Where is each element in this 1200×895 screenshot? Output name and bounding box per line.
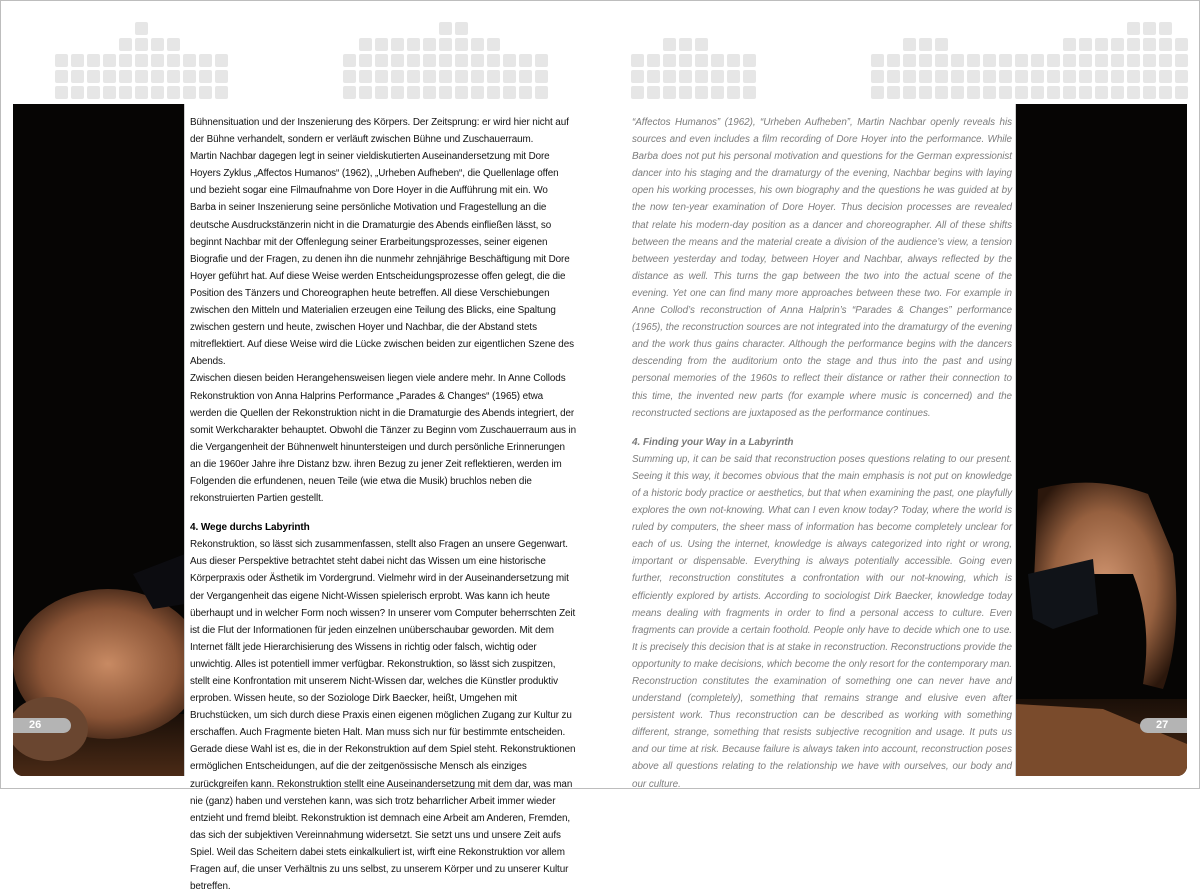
text-panel bbox=[184, 104, 1016, 893]
equalizer-block bbox=[711, 70, 724, 83]
equalizer-block bbox=[1127, 86, 1140, 99]
equalizer-block bbox=[1063, 70, 1076, 83]
equalizer-block bbox=[119, 70, 132, 83]
equalizer-block bbox=[647, 70, 660, 83]
german-paragraph-1: Bühnensituation und der Inszenierung des Körpers. Der Zeitsprung: er wird hier nicht auf der Bühne verhandelt, sondern er verläuft zwischen Bühne und Zuschauerraum. bbox=[190, 117, 569, 146]
equalizer-block bbox=[1095, 54, 1108, 67]
equalizer-block bbox=[935, 70, 948, 83]
equalizer-block bbox=[1031, 54, 1044, 67]
equalizer-block bbox=[1015, 54, 1028, 67]
german-paragraph-3: Zwischen diesen beiden Herangehensweisen liegen viele andere mehr. In Anne Collods Rekonstruktion von Anna Halprins Performance „Parades & Changes“ (1965) etwa werden die Quellen der Rekonstruktion nicht in die Dramaturgie des Abends integriert, der somit Werkcharakter behauptet. Obwohl die Tänzer zu Beginn vom Zuschauerraum aus in die Vergangenheit der Bühnenwelt hinuntersteigen und durch persönliche Erinnerungen an die 1960er Jahre ihre Distanz bzw. ihren Bezug zu jener Zeit reflektieren, werden im Folgenden die erfundenen, neuen Teile (wie etwa die Musik) bruchlos neben die rekonstruierten Partien gestellt. bbox=[190, 373, 576, 505]
equalizer-block bbox=[119, 86, 132, 99]
page-number-left: 26 bbox=[13, 718, 71, 733]
equalizer-block bbox=[951, 54, 964, 67]
german-section-heading: 4. Wege durchs Labyrinth bbox=[190, 522, 310, 534]
equalizer-block bbox=[887, 54, 900, 67]
equalizer-block bbox=[199, 70, 212, 83]
equalizer-block bbox=[1143, 22, 1156, 35]
equalizer-block bbox=[679, 38, 692, 51]
equalizer-block bbox=[1143, 38, 1156, 51]
equalizer-block bbox=[503, 86, 516, 99]
equalizer-block bbox=[375, 70, 388, 83]
equalizer-block bbox=[743, 54, 756, 67]
equalizer-block bbox=[87, 54, 100, 67]
equalizer-block bbox=[183, 54, 196, 67]
equalizer-block bbox=[151, 70, 164, 83]
equalizer-block bbox=[967, 54, 980, 67]
equalizer-block bbox=[743, 70, 756, 83]
equalizer-block bbox=[919, 70, 932, 83]
equalizer-block bbox=[487, 54, 500, 67]
equalizer-block bbox=[1143, 54, 1156, 67]
equalizer-block bbox=[1111, 70, 1124, 83]
equalizer-block bbox=[471, 70, 484, 83]
equalizer-block bbox=[1047, 70, 1060, 83]
equalizer-block bbox=[871, 86, 884, 99]
equalizer-block bbox=[455, 70, 468, 83]
equalizer-block bbox=[71, 54, 84, 67]
equalizer-block bbox=[455, 86, 468, 99]
equalizer-block bbox=[471, 54, 484, 67]
equalizer-block bbox=[631, 70, 644, 83]
equalizer-block bbox=[1159, 22, 1172, 35]
equalizer-block bbox=[695, 86, 708, 99]
english-paragraph-1: “Affectos Humanos” (1962), “Urheben Aufheben”, Martin Nachbar openly reveals his sources and even includes a film recording of Dore Hoyer into the performance. While Barba does not put his personal motivation and questions for the German expressionist dancer into his staging and the dramaturgy of the evening, Nachbar begins with laying open his working processes, his own biography and the questions he was guided at by the now ten-year examination of Dore Hoyer. Thus decision processes are revealed that relate his modern-day position as a dancer and choreographer. All of these shifts between the means and the material create a division of the audience’s view, a tension between yesterday and today, between Hoyer and Nachbar, always reflected by the distance as well. This turns the gap between the two into the actual scene of the evening. Yet one can find many more approaches between these two. For example in Anne Collod’s reconstruction of Anna Halprin’s “Parades & Changes” performance (1965), the reconstruction sources are not integrated into the dramaturgy of the evening and the work thus gains character. Although the performance begins with the dancers descending from the auditorium onto the stage and thus into the past and using personal memories of the 1960s to reflect their distance or rather their connection to this time, the invented new parts (for example where music is concerned) and the reconstructed sections are juxtaposed as the performance continues. bbox=[632, 117, 1012, 419]
equalizer-block bbox=[375, 38, 388, 51]
equalizer-block bbox=[1079, 70, 1092, 83]
equalizer-block bbox=[1127, 38, 1140, 51]
equalizer-block bbox=[903, 54, 916, 67]
equalizer-block bbox=[439, 38, 452, 51]
equalizer-block bbox=[887, 70, 900, 83]
equalizer-block bbox=[663, 70, 676, 83]
equalizer-block bbox=[1127, 54, 1140, 67]
equalizer-block bbox=[535, 86, 548, 99]
equalizer-block bbox=[407, 38, 420, 51]
equalizer-block bbox=[1079, 86, 1092, 99]
equalizer-block bbox=[1111, 54, 1124, 67]
equalizer-block bbox=[919, 38, 932, 51]
equalizer-block bbox=[103, 86, 116, 99]
equalizer-block bbox=[439, 22, 452, 35]
equalizer-block bbox=[359, 70, 372, 83]
equalizer-block bbox=[647, 86, 660, 99]
equalizer-block bbox=[663, 38, 676, 51]
equalizer-block bbox=[215, 70, 228, 83]
equalizer-block bbox=[1111, 38, 1124, 51]
equalizer-block bbox=[631, 54, 644, 67]
equalizer-block bbox=[535, 54, 548, 67]
equalizer-block bbox=[695, 38, 708, 51]
equalizer-block bbox=[1127, 22, 1140, 35]
equalizer-block bbox=[1175, 70, 1188, 83]
equalizer-block bbox=[695, 70, 708, 83]
equalizer-block bbox=[631, 86, 644, 99]
equalizer-block bbox=[391, 38, 404, 51]
equalizer-block bbox=[375, 54, 388, 67]
equalizer-block bbox=[999, 70, 1012, 83]
equalizer-block bbox=[183, 86, 196, 99]
equalizer-block bbox=[1063, 54, 1076, 67]
equalizer-block bbox=[407, 54, 420, 67]
equalizer-block bbox=[439, 70, 452, 83]
equalizer-block bbox=[1111, 86, 1124, 99]
german-column bbox=[190, 114, 576, 895]
equalizer-block bbox=[455, 22, 468, 35]
equalizer-block bbox=[1159, 54, 1172, 67]
equalizer-block bbox=[439, 86, 452, 99]
equalizer-block bbox=[423, 70, 436, 83]
equalizer-block bbox=[55, 70, 68, 83]
equalizer-block bbox=[519, 70, 532, 83]
equalizer-block bbox=[151, 38, 164, 51]
equalizer-block bbox=[343, 54, 356, 67]
equalizer-block bbox=[1159, 70, 1172, 83]
equalizer-block bbox=[487, 86, 500, 99]
equalizer-block bbox=[1063, 38, 1076, 51]
equalizer-block bbox=[727, 70, 740, 83]
equalizer-block bbox=[423, 86, 436, 99]
equalizer-block bbox=[663, 86, 676, 99]
equalizer-block bbox=[487, 38, 500, 51]
equalizer-block bbox=[727, 86, 740, 99]
equalizer-block bbox=[983, 54, 996, 67]
equalizer-block bbox=[119, 38, 132, 51]
equalizer-block bbox=[151, 86, 164, 99]
equalizer-block bbox=[1031, 86, 1044, 99]
equalizer-block bbox=[743, 86, 756, 99]
equalizer-block bbox=[967, 86, 980, 99]
equalizer-block bbox=[1143, 86, 1156, 99]
equalizer-block bbox=[359, 54, 372, 67]
equalizer-block bbox=[151, 54, 164, 67]
equalizer-block bbox=[135, 54, 148, 67]
equalizer-block bbox=[1095, 38, 1108, 51]
equalizer-block bbox=[519, 54, 532, 67]
equalizer-block bbox=[135, 38, 148, 51]
equalizer-block bbox=[1015, 86, 1028, 99]
equalizer-block bbox=[71, 86, 84, 99]
equalizer-block bbox=[999, 54, 1012, 67]
equalizer-block bbox=[455, 54, 468, 67]
equalizer-block bbox=[663, 54, 676, 67]
equalizer-block bbox=[423, 38, 436, 51]
equalizer-block bbox=[135, 86, 148, 99]
equalizer-block bbox=[135, 22, 148, 35]
german-section-text: Rekonstruktion, so lässt sich zusammenfassen, stellt also Fragen an unsere Gegenwart. Aus dieser Perspektive betrachtet steht dabei nicht das Wissen um eine historische Körperpraxis oder Ästhetik im Vordergrund. Vielmehr wird in der Auseinandersetzung mit der Vergangenheit das eigene Nicht-Wissen spielerisch erprobt. Was kann ich heute überhaupt und in welcher Form noch wissen? In unserer vom Computer beherrschten Zeit ist die Flut der Informationen für jeden einzelnen unüberschaubar geworden. Mit dem Internet fällt jede Hierarchisierung des Wissens in richtig oder falsch, wichtig oder unwichtig. Alles ist potentiell immer verfügbar. Rekonstruktion, so lässt sich zuspitzen, stellt eine Konfrontation mit unserem Nicht-Wissen dar, welches die Künstler produktiv erproben. Wissen heute, so der Soziologe Dirk Baecker, heißt, Umgehen mit Bruchstücken, um sich durch diese Praxis einen eigenen möglichen Zugang zur Kultur zu erschaffen. Auch Fragmente bieten Halt. Man muss sich nur für bestimmte entscheiden. Gerade diese Wahl ist es, die in der Rekonstruktion auf dem Spiel steht. Rekonstruktionen ermöglichen Entscheidungen, auf die der zeitgenössische Mensch als einziges zurückgreifen kann. Rekonstruktion stellt eine Auseinandersetzung mit dem dar, was man nie (ganz) haben und verstehen kann, was sich trotz beharrlicher Arbeit immer wieder entzieht und fremd bleibt. Rekonstruktion ist demnach eine Arbeit am Anderen, Fremden, das sich der subjektiven Vereinnahmung widersetzt. Sie setzt uns und unsere Zeit aufs Spiel. Weil das Scheitern dabei stets einkalkuliert ist, wirft eine Rekonstruktion vor allem Fragen auf, die unser Verhältnis zu uns selbst, zu unserem Körper und zu unserer Kultur betreffen. bbox=[190, 539, 576, 893]
equalizer-block bbox=[503, 70, 516, 83]
equalizer-block bbox=[183, 70, 196, 83]
equalizer-block bbox=[535, 70, 548, 83]
equalizer-block bbox=[135, 70, 148, 83]
equalizer-block bbox=[343, 70, 356, 83]
equalizer-block bbox=[711, 54, 724, 67]
equalizer-block bbox=[87, 70, 100, 83]
equalizer-block bbox=[919, 86, 932, 99]
equalizer-block bbox=[1143, 70, 1156, 83]
equalizer-block bbox=[103, 54, 116, 67]
equalizer-block bbox=[215, 86, 228, 99]
equalizer-block bbox=[871, 54, 884, 67]
pixel-equalizer-header bbox=[0, 0, 1200, 104]
equalizer-block bbox=[471, 86, 484, 99]
equalizer-block bbox=[1047, 54, 1060, 67]
equalizer-block bbox=[423, 54, 436, 67]
equalizer-block bbox=[1095, 70, 1108, 83]
equalizer-block bbox=[215, 54, 228, 67]
english-section-text: Summing up, it can be said that reconstruction poses questions relating to our present. Seeing it this way, it becomes obvious that the main emphasis is not put on knowledge of a historic body practice or aesthetics, but that when examining the past, one playfully explores the own not-knowing. What can I even know today? Today, where the world is ruled by computers, the sheer mass of information has become completely unclear for each of us. Using the internet, knowledge is always categorized into right or wrong, important or dispensable. Everything is always potentially accessible. Going even further, reconstruction constitutes a confrontation with our not-knowing, which is efficiently explored by artists. According to sociologist Dirk Baecker, knowledge today means dealing with fragments in order to find a personal access to culture. Even fragments can provide a certain foothold. People only have to decide which one to use. It is precisely this decision that is at stake in reconstruction. Reconstructions provide the opportunity to make decisions, which become the only resort for the contemporary man. Reconstruction constitutes the examination of something one can never have and understand (completely), something that remains strange and elusive even after persistent work. Thus reconstruction can be described as working with something different, strange, something that resists subjective recognition and usage. It puts us and our time at risk. Because failure is always taken into account, reconstruction poses above all questions relating to the relationship we have with ourselves, our body and our culture. bbox=[632, 453, 1012, 790]
equalizer-block bbox=[1079, 54, 1092, 67]
equalizer-block bbox=[935, 38, 948, 51]
equalizer-block bbox=[983, 70, 996, 83]
equalizer-block bbox=[439, 54, 452, 67]
equalizer-block bbox=[55, 54, 68, 67]
equalizer-block bbox=[391, 54, 404, 67]
equalizer-block bbox=[935, 54, 948, 67]
equalizer-block bbox=[887, 86, 900, 99]
equalizer-block bbox=[119, 54, 132, 67]
equalizer-block bbox=[679, 54, 692, 67]
equalizer-block bbox=[1175, 54, 1188, 67]
equalizer-block bbox=[647, 54, 660, 67]
equalizer-block bbox=[359, 38, 372, 51]
equalizer-block bbox=[167, 86, 180, 99]
equalizer-block bbox=[1047, 86, 1060, 99]
equalizer-block bbox=[167, 70, 180, 83]
equalizer-block bbox=[967, 70, 980, 83]
equalizer-block bbox=[1175, 86, 1188, 99]
equalizer-block bbox=[55, 86, 68, 99]
equalizer-block bbox=[391, 86, 404, 99]
equalizer-block bbox=[1175, 38, 1188, 51]
equalizer-block bbox=[951, 86, 964, 99]
equalizer-block bbox=[407, 70, 420, 83]
equalizer-block bbox=[375, 86, 388, 99]
equalizer-block bbox=[983, 86, 996, 99]
equalizer-block bbox=[471, 38, 484, 51]
equalizer-block bbox=[1031, 70, 1044, 83]
equalizer-block bbox=[919, 54, 932, 67]
equalizer-block bbox=[199, 54, 212, 67]
equalizer-block bbox=[199, 86, 212, 99]
page-number-right: 27 bbox=[1140, 718, 1187, 733]
equalizer-block bbox=[343, 86, 356, 99]
equalizer-block bbox=[1079, 38, 1092, 51]
equalizer-block bbox=[1015, 70, 1028, 83]
equalizer-block bbox=[871, 70, 884, 83]
equalizer-block bbox=[1127, 70, 1140, 83]
equalizer-block bbox=[167, 54, 180, 67]
equalizer-block bbox=[999, 86, 1012, 99]
equalizer-block bbox=[1159, 86, 1172, 99]
equalizer-block bbox=[711, 86, 724, 99]
equalizer-block bbox=[359, 86, 372, 99]
equalizer-block bbox=[679, 70, 692, 83]
equalizer-block bbox=[1095, 86, 1108, 99]
equalizer-block bbox=[455, 38, 468, 51]
english-column bbox=[632, 114, 1012, 793]
equalizer-block bbox=[167, 38, 180, 51]
equalizer-block bbox=[903, 38, 916, 51]
equalizer-block bbox=[1159, 38, 1172, 51]
equalizer-block bbox=[103, 70, 116, 83]
equalizer-block bbox=[71, 70, 84, 83]
equalizer-block bbox=[519, 86, 532, 99]
equalizer-block bbox=[951, 70, 964, 83]
equalizer-block bbox=[391, 70, 404, 83]
german-paragraph-2: Martin Nachbar dagegen legt in seiner vieldiskutierten Auseinandersetzung mit Dore Hoyers Zyklus „Affectos Humanos“ (1962), „Urheben Aufheben“, die Quellenlage offen und bezieht sogar eine Filmaufnahme von Dore Hoyer in die Aufführung mit ein. Wo Barba in seiner Inszenierung seine persönliche Motivation und Fragestellung an die deutsche Ausdruckstänzerin nicht in die Dramaturgie des Abends einfließen lässt, so beginnt Nachbar mit der Offenlegung seiner Erarbeitungsprozesses, seiner eigenen Biografie und der Fragen, zu denen ihn die nunmehr zehnjährige Beschäftigung mit Dore Hoyer geführt hat. Auf diese Weise werden Entscheidungsprozesse offen gelegt, die die Position des Tänzers und Choreographen heute betreffen. All diese Verschiebungen zwischen den Mitteln und Materialien erzeugen eine Teilung des Blicks, eine Spaltung zwischen gestern und heute, zwischen Hoyer und Nachbar, die der Abstand stets mitreflektiert. Auf diese Weise wird die Lücke zwischen beiden zur eigentlichen Szene des Abends. bbox=[190, 151, 574, 368]
equalizer-block bbox=[1063, 86, 1076, 99]
equalizer-block bbox=[407, 86, 420, 99]
equalizer-block bbox=[935, 86, 948, 99]
equalizer-block bbox=[903, 86, 916, 99]
english-section-heading: 4. Finding your Way in a Labyrinth bbox=[632, 436, 794, 448]
equalizer-block bbox=[903, 70, 916, 83]
equalizer-block bbox=[727, 54, 740, 67]
equalizer-block bbox=[487, 70, 500, 83]
equalizer-block bbox=[503, 54, 516, 67]
equalizer-block bbox=[87, 86, 100, 99]
equalizer-block bbox=[695, 54, 708, 67]
equalizer-block bbox=[679, 86, 692, 99]
